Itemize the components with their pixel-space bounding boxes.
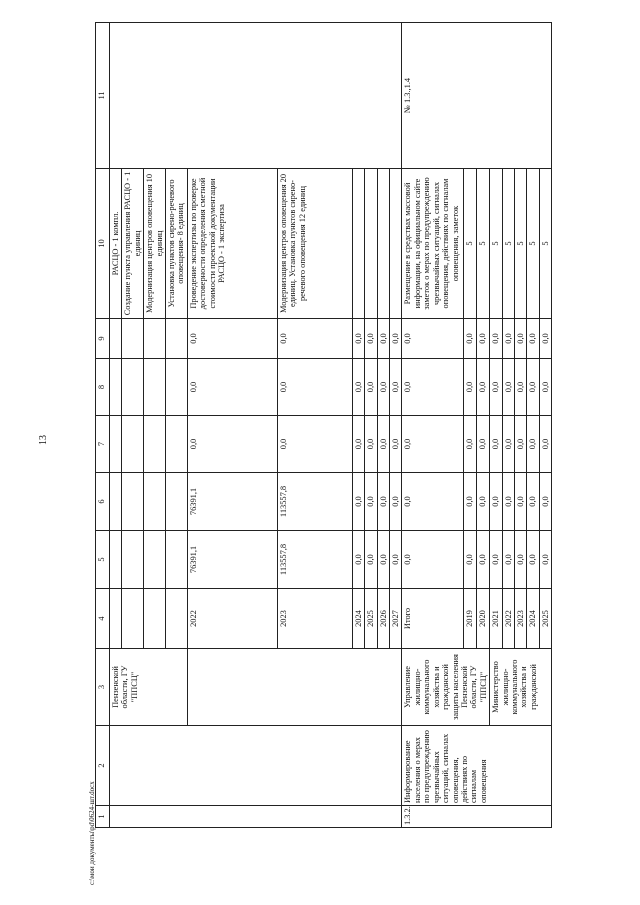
value-cell: 0,0 bbox=[365, 531, 377, 589]
item-number: 1.3.2. bbox=[402, 806, 552, 828]
result-cell: Проведение экспертизы по проверке достоверности определения сметной стоимости проектной документации РАСЦО - 1 экспертиза bbox=[187, 169, 277, 319]
value-cell: 0,0 bbox=[352, 531, 364, 589]
year-cell: 2024 bbox=[527, 589, 539, 649]
value-cell: 0,0 bbox=[539, 531, 551, 589]
result-cell: Установка пунктов сирено-речевого оповещения- 8 единиц bbox=[166, 169, 188, 319]
year-cell: 2022 bbox=[502, 589, 514, 649]
result-cell bbox=[352, 169, 364, 319]
value-cell: 0,0 bbox=[477, 473, 490, 531]
value-cell: 0,0 bbox=[464, 531, 477, 589]
year-cell: 2019 bbox=[464, 589, 477, 649]
value-cell: 0,0 bbox=[402, 416, 464, 473]
col-header: 1 bbox=[96, 806, 110, 828]
value-cell: 0,0 bbox=[502, 359, 514, 416]
year-cell: 2024 bbox=[352, 589, 364, 649]
table-row bbox=[402, 23, 464, 828]
year-cell: 2021 bbox=[490, 589, 502, 649]
value-cell: 0,0 bbox=[514, 359, 526, 416]
value-cell: 0,0 bbox=[365, 319, 377, 359]
result-cell bbox=[390, 169, 402, 319]
value-cell: 0,0 bbox=[187, 359, 277, 416]
value-cell: 0,0 bbox=[464, 359, 477, 416]
value-cell: 0,0 bbox=[402, 359, 464, 416]
result-cell: 5 bbox=[490, 169, 502, 319]
year-cell: 2026 bbox=[377, 589, 389, 649]
value-cell: 0,0 bbox=[377, 473, 389, 531]
value-cell: 0,0 bbox=[377, 359, 389, 416]
value-cell: 0,0 bbox=[527, 359, 539, 416]
value-cell: 0,0 bbox=[365, 359, 377, 416]
value-cell: 0,0 bbox=[402, 473, 464, 531]
value-cell: 0,0 bbox=[377, 531, 389, 589]
result-cell: Создание пункта управления РАСЦО - 1 единиц bbox=[122, 169, 144, 319]
result-cell bbox=[377, 169, 389, 319]
year-cell: 2022 bbox=[187, 589, 277, 649]
value-cell: 0,0 bbox=[365, 416, 377, 473]
col-header: 10 bbox=[96, 169, 110, 319]
value-cell: 0,0 bbox=[490, 473, 502, 531]
value-cell: 0,0 bbox=[490, 416, 502, 473]
value-cell: 0,0 bbox=[477, 319, 490, 359]
executor-cell: Министерство жилищно-коммунального хозяйства и гражданской bbox=[490, 649, 552, 726]
value-cell: 0,0 bbox=[502, 473, 514, 531]
result-cell: Модернизация центров оповещения 20 единиц. Установка пунктов сирено-речевого оповещения 12 единиц bbox=[277, 169, 352, 319]
executor-cell: Пензенской области, ГУ "ППСЦ" bbox=[110, 649, 188, 726]
result-cell: 5 bbox=[464, 169, 477, 319]
result-cell: Модернизация центров оповещения 10 единиц bbox=[144, 169, 166, 319]
value-cell: 0,0 bbox=[390, 531, 402, 589]
result-cell: 5 bbox=[477, 169, 490, 319]
value-cell: 0,0 bbox=[527, 531, 539, 589]
value-cell: 0,0 bbox=[390, 416, 402, 473]
value-cell: 0,0 bbox=[377, 319, 389, 359]
value-cell: 0,0 bbox=[514, 319, 526, 359]
col-header: 9 bbox=[96, 319, 110, 359]
value-cell: 0,0 bbox=[277, 416, 352, 473]
value-cell: 0,0 bbox=[477, 531, 490, 589]
year-cell: 2025 bbox=[539, 589, 551, 649]
measure-name: Информирование населения о мерах по предупреждению чрезвычайных ситуаций, сигналах оповещения, действиях по сигналам оповещения bbox=[402, 726, 552, 806]
value-cell: 0,0 bbox=[477, 416, 490, 473]
value-cell: 0,0 bbox=[514, 473, 526, 531]
value-cell: 0,0 bbox=[527, 319, 539, 359]
col-header: 6 bbox=[96, 473, 110, 531]
value-cell: 0,0 bbox=[377, 416, 389, 473]
col-header: 7 bbox=[96, 416, 110, 473]
col-header: 11 bbox=[96, 23, 110, 169]
year-cell: 2027 bbox=[390, 589, 402, 649]
result-cell: 5 bbox=[502, 169, 514, 319]
col-header: 5 bbox=[96, 531, 110, 589]
value-cell: 0,0 bbox=[514, 416, 526, 473]
value-cell: 113557,8 bbox=[277, 473, 352, 531]
year-cell: 2023 bbox=[277, 589, 352, 649]
value-cell: 0,0 bbox=[352, 473, 364, 531]
value-cell: 0,0 bbox=[477, 359, 490, 416]
value-cell: 0,0 bbox=[527, 473, 539, 531]
result-cell: 5 bbox=[527, 169, 539, 319]
value-cell: 0,0 bbox=[402, 531, 464, 589]
value-cell: 0,0 bbox=[539, 416, 551, 473]
value-cell: 0,0 bbox=[502, 416, 514, 473]
value-cell: 0,0 bbox=[464, 416, 477, 473]
page-number: 13 bbox=[38, 435, 49, 445]
indicator-cell: № 1.3.,1.4 bbox=[402, 23, 552, 169]
value-cell: 113557,8 bbox=[277, 531, 352, 589]
value-cell: 0,0 bbox=[539, 319, 551, 359]
value-cell: 0,0 bbox=[539, 359, 551, 416]
value-cell: 0,0 bbox=[464, 473, 477, 531]
year-cell: 2020 bbox=[477, 589, 490, 649]
year-cell: 2025 bbox=[365, 589, 377, 649]
value-cell: 0,0 bbox=[390, 359, 402, 416]
value-cell: 0,0 bbox=[402, 319, 464, 359]
value-cell: 0,0 bbox=[490, 319, 502, 359]
result-cell: 5 bbox=[514, 169, 526, 319]
value-cell: 76391,1 bbox=[187, 531, 277, 589]
program-table bbox=[95, 22, 552, 828]
col-header: 8 bbox=[96, 359, 110, 416]
rotated-table-sheet bbox=[95, 77, 640, 828]
file-path-footer: c:\мои документы\pd\0624-шт.docx bbox=[88, 781, 96, 885]
value-cell: 0,0 bbox=[502, 531, 514, 589]
value-cell: 0,0 bbox=[464, 319, 477, 359]
value-cell: 0,0 bbox=[514, 531, 526, 589]
column-numbers-row bbox=[96, 23, 110, 828]
value-cell: 0,0 bbox=[527, 416, 539, 473]
value-cell: 0,0 bbox=[352, 359, 364, 416]
value-cell: 0,0 bbox=[352, 416, 364, 473]
value-cell: 0,0 bbox=[502, 319, 514, 359]
value-cell: 0,0 bbox=[490, 531, 502, 589]
value-cell: 0,0 bbox=[277, 359, 352, 416]
value-cell: 0,0 bbox=[187, 319, 277, 359]
value-cell: 0,0 bbox=[390, 319, 402, 359]
col-header: 4 bbox=[96, 589, 110, 649]
value-cell: 0,0 bbox=[539, 473, 551, 531]
table-row bbox=[110, 23, 122, 828]
col-header: 2 bbox=[96, 726, 110, 806]
year-cell: Итого bbox=[402, 589, 464, 649]
value-cell: 0,0 bbox=[187, 416, 277, 473]
value-cell: 0,0 bbox=[277, 319, 352, 359]
value-cell: 0,0 bbox=[352, 319, 364, 359]
result-cell: Размещение в средствах массовой информации, на официальном сайте заметок о мерах по предупреждению чрезвычайных ситуаций, сигналах оповещения, действиях по сигналам оповещения, заметок bbox=[402, 169, 464, 319]
year-cell: 2023 bbox=[514, 589, 526, 649]
result-cell bbox=[365, 169, 377, 319]
result-cell: 5 bbox=[539, 169, 551, 319]
col-header: 3 bbox=[96, 649, 110, 726]
value-cell: 0,0 bbox=[365, 473, 377, 531]
result-cell: РАСЦО - 1 компл. bbox=[110, 169, 122, 319]
value-cell: 0,0 bbox=[490, 359, 502, 416]
value-cell: 0,0 bbox=[390, 473, 402, 531]
executor-cell: Управление жилищно-коммунального хозяйства и гражданской защиты населения Пензенской области, ГУ "ППСЦ" bbox=[402, 649, 490, 726]
value-cell: 76391,1 bbox=[187, 473, 277, 531]
